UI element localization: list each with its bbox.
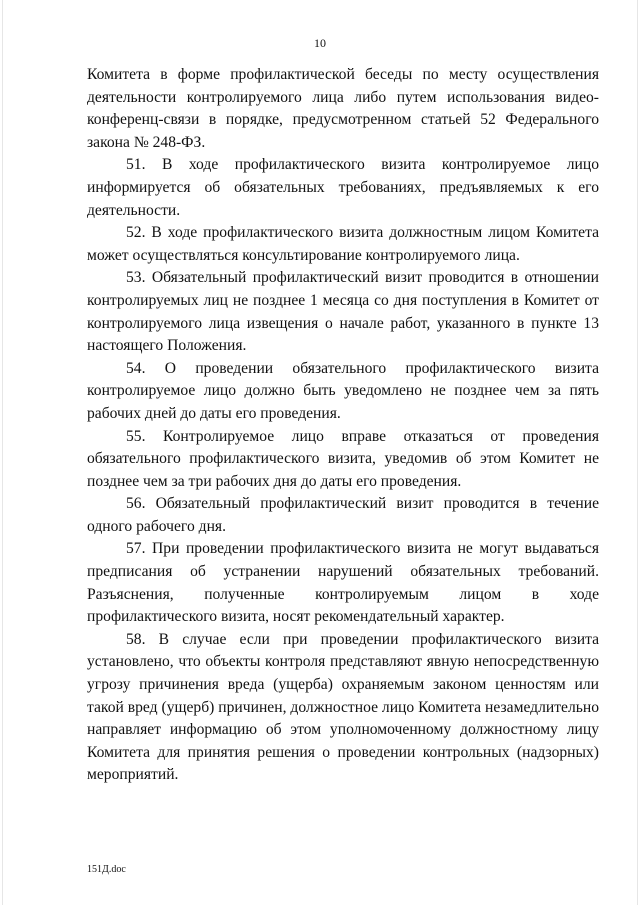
paragraph-58: 58. В случае если при проведении профилактического визита установлено, что объекты контроля представляют явную непосредственную угрозу причинения вреда (ущерба) охраняемым законом ценностям или такой вред (ущерб) причинен, должностное лицо Комитета незамедлительно направляет информацию об этом уполномоченному должностному лицу Комитета для принятия решения о проведении контрольных (надзорных) мероприятий. — [87, 630, 599, 784]
page-edge-left — [2, 0, 3, 905]
footer-filename: 151Д.doc — [87, 864, 126, 875]
document-body — [87, 64, 599, 787]
paragraph-51: 51. В ходе профилактического визита контролируемое лицо информируется об обязательных требованиях, предъявляемых к его деятельности. — [87, 156, 599, 219]
paragraph-continuation: Комитета в форме профилактической беседы по месту осуществления деятельности контролируемого лица либо путем использования видео-конференц-связи в порядке, предусмотренном статьей 52 Федерального закона № 248-ФЗ. — [87, 66, 599, 151]
paragraph-53: 53. Обязательный профилактический визит проводится в отношении контролируемых лиц не позднее 1 месяца со дня поступления в Комитет от контролируемого лица извещения о начале работ, указанного в пункте 13 настоящего Положения. — [87, 269, 599, 355]
paragraph-54: 54. О проведении обязательного профилактического визита контролируемое лицо должно быть уведомлено не позднее чем за пять рабочих дней до даты его проведения. — [87, 359, 599, 422]
page-number: 10 — [314, 36, 326, 50]
paragraph-57: 57. При проведении профилактического визита не могут выдаваться предписания об устранении нарушений обязательных требований. Разъяснения, полученные контролируемым лицом в ходе профилактического визита, носят рекомендательный характер. — [87, 540, 599, 626]
paragraph-52: 52. В ходе профилактического визита должностным лицом Комитета может осуществляться консультирование контролируемого лица. — [87, 224, 599, 264]
paragraph-55: 55. Контролируемое лицо вправе отказаться от проведения обязательного профилактического визита, уведомив об этом Комитет не позднее чем за три рабочих дня до даты его проведения. — [87, 427, 599, 490]
page-edge-right — [637, 0, 638, 905]
paragraph-56: 56. Обязательный профилактический визит проводится в течение одного рабочего дня. — [87, 495, 599, 535]
